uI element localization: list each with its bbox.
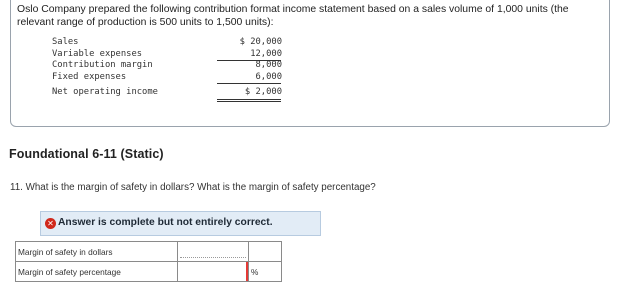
answer-table [15, 241, 282, 282]
statement-row-contribution-margin [52, 60, 282, 72]
answer-unit: % [249, 262, 282, 282]
error-x-icon: ✕ [45, 218, 56, 229]
margin-of-safety-percentage-input[interactable] [180, 264, 248, 280]
problem-intro: Oslo Company prepared the following contribution format income statement based on a sales volume of 1,000 units (the relevant range of production is 500 units to 1,500 units): [17, 4, 569, 28]
margin-of-safety-percentage-cell [178, 262, 249, 282]
status-text: Answer is complete but not entirely correct. [58, 217, 273, 228]
statement-label: Contribution margin [52, 60, 153, 70]
question-text: 11. What is the margin of safety in dollars? What is the margin of safety percentage? [10, 182, 376, 193]
statement-row-sales [52, 37, 282, 49]
incorrect-marker [246, 262, 248, 281]
statement-label: Fixed expenses [52, 71, 127, 82]
statement-row-net-operating-income [52, 87, 282, 99]
statement-value: 8,000 [255, 60, 282, 70]
answer-label: Margin of safety in dollars [16, 242, 178, 262]
status-banner [40, 211, 321, 236]
input-underline [180, 257, 246, 258]
statement-value: 12,000 [250, 48, 282, 59]
answer-unit [249, 242, 282, 262]
table-row [16, 262, 282, 282]
statement-label: Net operating income [52, 87, 158, 97]
statement-value: $ 20,000 [239, 37, 282, 47]
statement-value: 6,000 [255, 71, 282, 82]
statement-label: Variable expenses [52, 48, 143, 59]
statement-row-variable-expenses [52, 49, 282, 61]
statement-value: $ 2,000 [244, 87, 282, 97]
table-row [16, 242, 282, 262]
statement-label: Sales [52, 37, 79, 47]
answer-label: Margin of safety percentage [16, 262, 178, 282]
section-title: Foundational 6-11 (Static) [9, 147, 164, 161]
statement-row-fixed-expenses [52, 72, 282, 84]
problem-card [10, 0, 610, 127]
underline [217, 83, 281, 84]
double-underline [217, 99, 281, 102]
margin-of-safety-dollars-cell [178, 242, 249, 262]
